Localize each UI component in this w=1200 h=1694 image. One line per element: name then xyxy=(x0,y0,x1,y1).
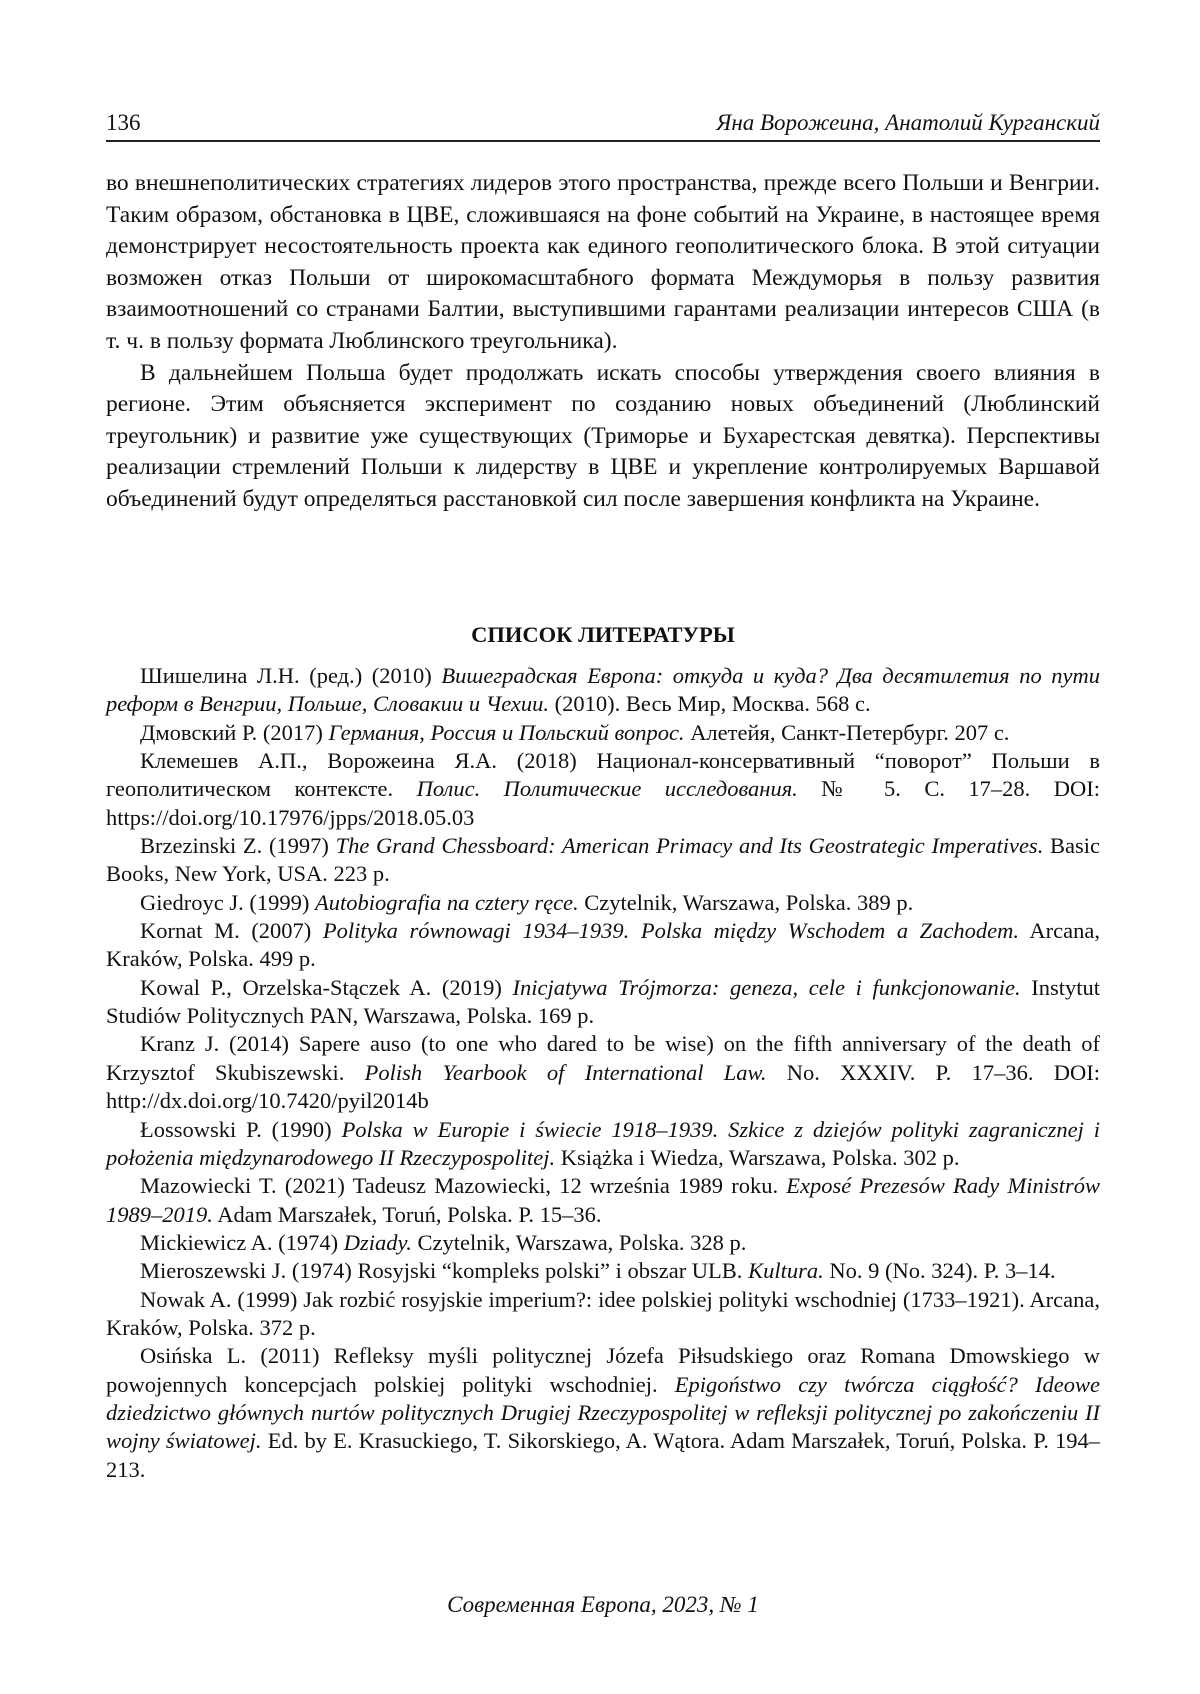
reference-item: Kowal P., Orzelska-Stączek A. (2019) Inicjatywa Trójmorza: geneza, cele i funkcjonowanie. Instytut Studiów Politycznych PAN, Warszawa, Polska. 169 p. xyxy=(106,974,1100,1029)
reference-item: Osińska L. (2011) Refleksy myśli politycznej Józefa Piłsudskiego oraz Romana Dmowskiego w powojennych koncepcjach polskiej polityki wschodniej. Epigoństwo czy twórcza ciągłość? Ideowe dziedzictwo głównych nurtów politycznych Drugiej Rzeczypospolitej w refleksji politycznej po zakończeniu II wojny światowej. Ed. by E. Krasuckiego, T. Sikorskiego, A. Wątora. Adam Marszałek, Toruń, Polska. P. 194–213. xyxy=(106,1343,1101,1482)
reference-item: Mieroszewski J. (1974) Rosyjski “kompleks polski” i obszar ULB. Kultura. No. 9 (No. 324). P. 3–14. xyxy=(140,1258,1056,1284)
running-header xyxy=(106,104,1100,142)
reference-item: Mickiewicz A. (1974) Dziady. Czytelnik, Warszawa, Polska. 328 p. xyxy=(140,1229,747,1255)
reference-item: Mazowiecki T. (2021) Tadeusz Mazowiecki, 12 września 1989 roku. Exposé Prezesów Rady Ministrów 1989–2019. Adam Marszałek, Toruń, Polska. P. 15–36. xyxy=(106,1173,1100,1227)
reference-item: Giedroyc J. (1999) Autobiografia na cztery ręce. Czytelnik, Warszawa, Polska. 389 p. xyxy=(140,889,914,915)
reference-item: Brzezinski Z. (1997) The Grand Chessboard: American Primacy and Its Geostrategic Imperatives. Basic Books, New York, USA. 223 p. xyxy=(106,833,1100,887)
references-heading: СПИСОК ЛИТЕРАТУРЫ xyxy=(471,622,735,647)
body-paragraph: В дальнейшем Польша будет продолжать искать способы утверждения своего влияния в регионе. Этим объясняется эксперимент по созданию новых объединений (Люблинский треугольник) и развитие уже существующих (Триморье и Бухарестская девятка). Перспективы реализации стремлений Польши к лидерству в ЦВЕ и укрепление контролируемых Варшавой объединений будут определяться расстановкой сил после завершения конфликта на Украине. xyxy=(106,359,1100,512)
journal-footer: Современная Европа, 2023, № 1 xyxy=(447,1592,759,1617)
body-paragraph: во внешнеполитических стратегиях лидеров этого пространства, прежде всего Польши и Венгрии. Таким образом, обстановка в ЦВЕ, сложившаяся на фоне событий на Украине, в настоящее время демонстрирует несостоятельность проекта как единого геополитического блока. В этой ситуации возможен отказ Польши от широкомасштабного формата Междуморья в пользу развития взаимоотношений со странами Балтии, выступившими гарантами реализации интересов США (в т. ч. в пользу формата Люблинского треугольника). xyxy=(106,170,1100,354)
body-text xyxy=(106,168,1100,516)
reference-item: Клемешев А.П., Ворожеина Я.А. (2018) Национал-консервативный “поворот” Польши в геополитическом контексте. Полис. Политические исследования. № 5. С. 17–28. DOI: https://doi.org/10.17976/jpps/2018.05.03 xyxy=(106,748,1100,830)
reference-list xyxy=(106,662,1100,1484)
reference-item: Kornat M. (2007) Polityka równowagi 1934–1939. Polska między Wschodem a Zachodem. Arcana, Kraków, Polska. 499 p. xyxy=(106,918,1100,972)
reference-item: Łossowski P. (1990) Polska w Europie i świecie 1918–1939. Szkice z dziejów polityki zagranicznej i położenia międzynarodowego II Rzeczypospolitej. Książka i Wiedza, Warszawa, Polska. 302 p. xyxy=(106,1116,1100,1170)
page-number: 136 xyxy=(106,110,141,135)
reference-item: Nowak A. (1999) Jak rozbić rosyjskie imperium?: idee polskiej polityki wschodniej (1733–1921). Arcana, Kraków, Polska. 372 p. xyxy=(106,1286,1100,1340)
running-authors: Яна Ворожеина, Анатолий Курганский xyxy=(716,110,1100,135)
reference-item: Шишелина Л.Н. (ред.) (2010) Вишеградская Европа: откуда и куда? Два десятилетия по пути реформ в Венгрии, Польше, Словакии и Чехии. (2010). Весь Мир, Москва. 568 с. xyxy=(106,663,1100,717)
reference-item: Kranz J. (2014) Sapere auso (to one who dared to be wise) on the fifth anniversary of the death of Krzysztof Skubiszewski. Polish Yearbook of International Law. No. XXXIV. P. 17–36. DOI: http://dx.doi.org/10.7420/pyil2014b xyxy=(106,1031,1100,1114)
reference-item: Дмовский Р. (2017) Германия, Россия и Польский вопрос. Алетейя, Санкт-Петербург. 207 с. xyxy=(140,719,1010,745)
